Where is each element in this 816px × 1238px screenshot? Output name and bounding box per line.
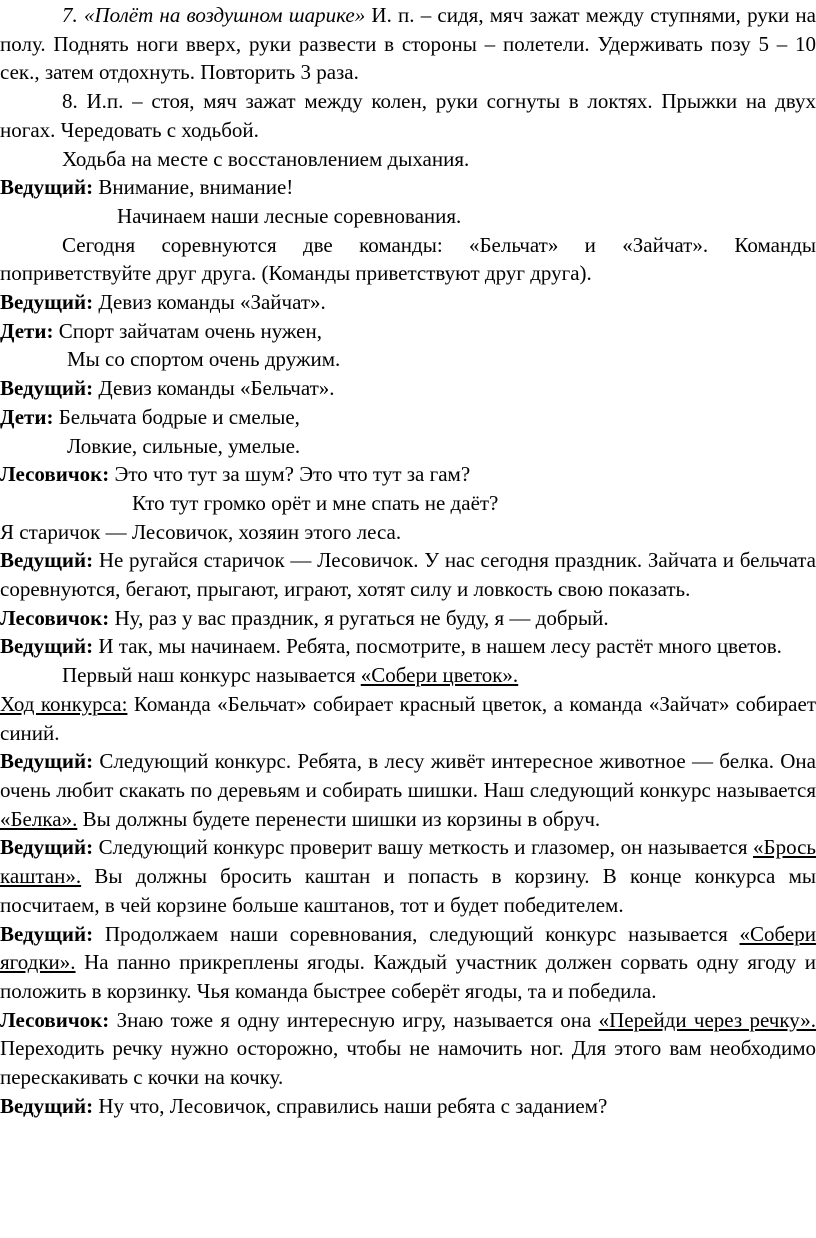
dialogue-line — [0, 1006, 816, 1092]
dialogue-continuation — [0, 489, 816, 518]
dialogue-continuation — [0, 518, 816, 547]
dialogue-continuation — [0, 345, 816, 374]
paragraph-text: Ходьба на месте с восстановлением дыхания. — [62, 146, 470, 171]
paragraph-text: Команда «Бельчат» собирает красный цветок, а команда «Зайчат» собирает синий. — [0, 691, 816, 745]
dialogue-line — [0, 374, 816, 403]
paragraph-exercise-7 — [0, 1, 816, 87]
speaker-label: Ведущий: — [0, 548, 94, 573]
speaker-label: Ведущий: — [0, 749, 94, 774]
dialogue-line — [0, 403, 816, 432]
speaker-label: Ведущий: — [0, 376, 94, 401]
speaker-label: Ведущий: — [0, 634, 94, 659]
speech-text: Вы должны бросить каштан и попасть в корзину. В конце конкурса мы посчитаем, в чей корзине больше каштанов, тот и будет победителем. — [0, 864, 816, 917]
speech-text: На панно прикреплены ягоды. Каждый участник должен сорвать одну ягоду и положить в корзинку. Чья команда быстрее соберёт ягоды, та и победила. — [0, 950, 816, 1003]
speech-text: И так, мы начинаем. Ребята, посмотрите, в нашем лесу растёт много цветов. — [93, 634, 782, 659]
speech-text: Бельчата бодрые и смелые, — [53, 404, 300, 429]
contest-description — [0, 690, 816, 747]
dialogue-line — [0, 747, 816, 833]
dialogue-line — [0, 173, 816, 202]
speech-text: Кто тут громко орёт и мне спать не даёт? — [132, 490, 499, 515]
speaker-label: Ведущий: — [0, 921, 94, 946]
speech-text: Девиз команды «Бельчат». — [93, 376, 335, 401]
paragraph-text: Первый наш конкурс называется — [62, 663, 361, 688]
contest-name: «Собери цветок». — [360, 663, 519, 688]
speech-text: Переходить речку нужно осторожно, чтобы не намочить ног. Для этого вам необходимо перескакивать с кочки на кочку. — [0, 1036, 816, 1090]
speech-text: Следующий конкурс проверит вашу меткость и глазомер, он называется — [93, 835, 754, 860]
contest-heading: Ход конкурса: — [0, 691, 128, 716]
speech-text: Внимание, внимание! — [93, 175, 294, 200]
contest-name: «Перейди через речку». — [598, 1007, 816, 1032]
dialogue-line — [0, 288, 816, 317]
contest-name: «Белка». — [0, 806, 78, 831]
dialogue-line — [0, 460, 816, 489]
dialogue-line — [0, 546, 816, 603]
dialogue-continuation — [0, 432, 816, 461]
speaker-label: Лесовичок: — [0, 605, 110, 630]
dialogue-line — [0, 833, 816, 919]
speech-text: Начинаем наши лесные соревнования. — [117, 203, 462, 228]
dialogue-line — [0, 632, 816, 661]
speech-text: Я старичок — Лесовичок, хозяин этого леса. — [0, 519, 402, 544]
paragraph-teams — [0, 231, 816, 288]
speech-text: Вы должны будете перенести шишки из корзины в обруч. — [77, 806, 601, 831]
speaker-label: Ведущий: — [0, 175, 94, 200]
speech-text: Спорт зайчатам очень нужен, — [53, 318, 322, 343]
speech-text: Мы со спортом очень дружим. — [67, 347, 341, 372]
dialogue-line — [0, 920, 816, 1006]
dialogue-continuation — [0, 202, 816, 231]
speech-text: Ну что, Лесовичок, справились наши ребята с заданием? — [93, 1093, 608, 1118]
speaker-label: Ведущий: — [0, 1093, 94, 1118]
paragraph-text: 8. И.п. – стоя, мяч зажат между колен, руки согнуты в локтях. Прыжки на двух ногах. Чередовать с ходьбой. — [0, 89, 816, 142]
contest-name: «Собери ягодки». — [0, 921, 816, 975]
speaker-label: Лесовичок: — [0, 462, 110, 487]
speech-text: Ну, раз у вас праздник, я ругаться не буду, я — добрый. — [109, 605, 609, 630]
dialogue-line — [0, 1092, 816, 1121]
speech-text: Это что тут за шум? Это что тут за гам? — [109, 462, 471, 487]
paragraph-walking — [0, 145, 816, 174]
paragraph-text: И. п. – сидя, мяч зажат между ступнями, руки на полу. Поднять ноги вверх, руки развести в стороны – полетели. Удерживать позу 5 – 10 сек., затем отдохнуть. Повторить 3 раза. — [0, 3, 816, 85]
speech-text: Следующий конкурс. Ребята, в лесу живёт интересное животное — белка. Она очень любит скакать по деревьям и собирать шишки. Наш следующий конкурс называется — [0, 749, 816, 802]
speaker-label: Дети: — [0, 404, 54, 429]
speech-text: Продолжаем наши соревнования, следующий конкурс называется — [93, 921, 740, 946]
speech-text: Ловкие, сильные, умелые. — [67, 433, 301, 458]
speaker-label: Дети: — [0, 318, 54, 343]
contest-name: «Брось каштан». — [0, 835, 816, 889]
contest-intro — [0, 661, 816, 690]
speech-text: Знаю тоже я одну интересную игру, называется она — [109, 1007, 599, 1032]
paragraph-exercise-8 — [0, 87, 816, 144]
speech-text: Девиз команды «Зайчат». — [93, 290, 326, 315]
dialogue-line — [0, 604, 816, 633]
speaker-label: Ведущий: — [0, 835, 94, 860]
speaker-label: Ведущий: — [0, 290, 94, 315]
paragraph-text: Сегодня соревнуются две команды: «Бельчат» и «Зайчат». Команды поприветствуйте друг друга. (Команды приветствуют друг друга). — [0, 232, 816, 286]
dialogue-line — [0, 317, 816, 346]
speech-text: Не ругайся старичок — Лесовичок. У нас сегодня праздник. Зайчата и бельчата соревнуются, бегают, прыгают, играют, хотят силу и ловкость свою показать. — [0, 548, 816, 602]
speaker-label: Лесовичок: — [0, 1007, 110, 1032]
exercise-title: 7. «Полёт на воздушном шарике» — [62, 3, 366, 27]
